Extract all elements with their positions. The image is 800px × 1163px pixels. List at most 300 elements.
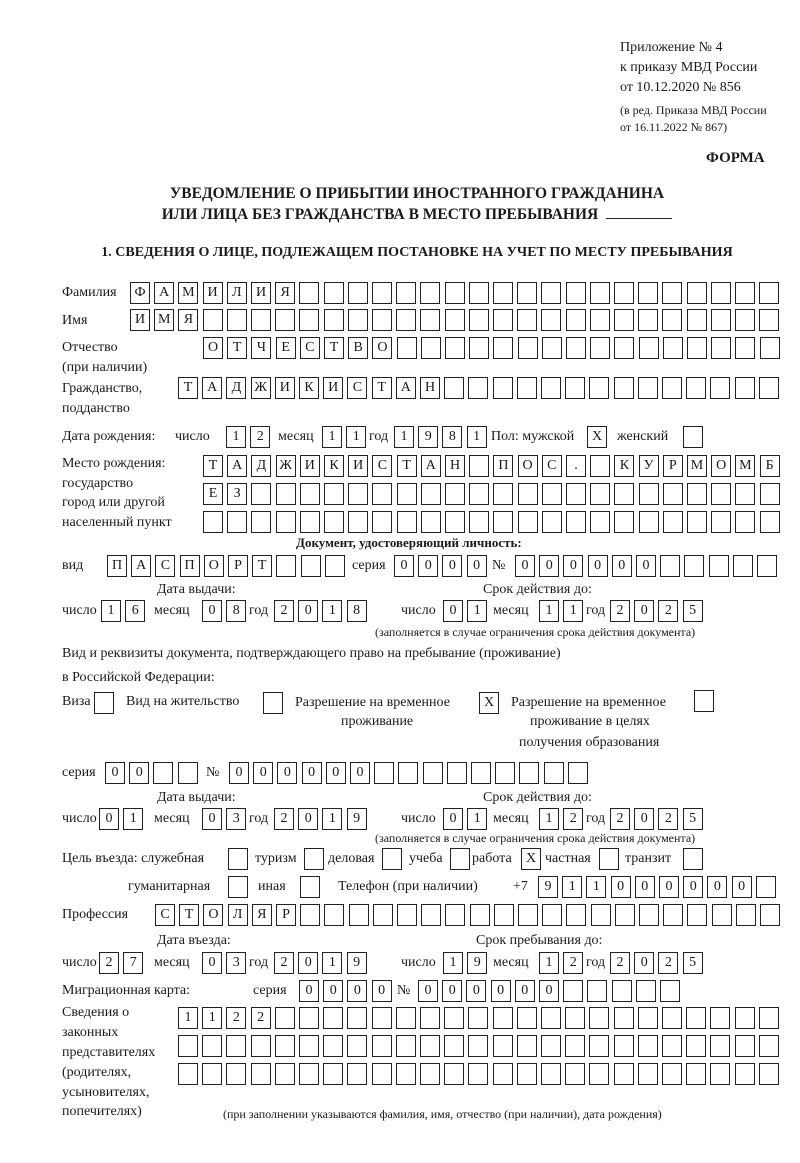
char-box[interactable] — [493, 511, 513, 533]
char-box[interactable] — [251, 1035, 271, 1057]
char-box[interactable] — [517, 377, 537, 399]
char-box[interactable] — [565, 377, 585, 399]
char-box[interactable]: 0 — [491, 980, 511, 1002]
char-box[interactable] — [638, 282, 658, 304]
char-box[interactable]: 0 — [105, 762, 125, 784]
char-box[interactable] — [563, 980, 583, 1002]
char-box[interactable]: 0 — [442, 555, 462, 577]
char-box[interactable] — [712, 904, 732, 926]
char-box[interactable]: 8 — [347, 600, 367, 622]
char-box[interactable] — [736, 904, 756, 926]
char-box[interactable] — [299, 1007, 319, 1029]
char-box[interactable]: Е — [276, 337, 296, 359]
char-box[interactable] — [153, 762, 173, 784]
char-box[interactable]: З — [227, 483, 247, 505]
char-box[interactable] — [614, 337, 634, 359]
char-box[interactable]: 0 — [298, 808, 318, 830]
char-box[interactable]: 9 — [347, 952, 367, 974]
char-box[interactable] — [324, 483, 344, 505]
char-box[interactable] — [710, 1063, 730, 1085]
char-box[interactable]: А — [421, 455, 441, 477]
char-box[interactable] — [710, 377, 730, 399]
char-box[interactable]: 0 — [563, 555, 583, 577]
char-box[interactable]: Н — [445, 455, 465, 477]
char-box[interactable] — [684, 555, 704, 577]
char-box[interactable]: Н — [420, 377, 440, 399]
char-box[interactable]: 1 — [467, 600, 487, 622]
char-box[interactable] — [638, 1035, 658, 1057]
char-box[interactable] — [178, 762, 198, 784]
char-box[interactable] — [590, 455, 610, 477]
char-box[interactable] — [469, 282, 489, 304]
char-box[interactable]: 2 — [250, 426, 270, 448]
char-box[interactable]: 1 — [539, 600, 559, 622]
char-box[interactable] — [638, 1063, 658, 1085]
char-box[interactable]: Т — [179, 904, 199, 926]
char-box[interactable]: 2 — [274, 600, 294, 622]
char-box[interactable]: А — [154, 282, 174, 304]
char-box[interactable]: 0 — [253, 762, 273, 784]
char-box[interactable]: 0 — [298, 600, 318, 622]
char-box[interactable]: Ф — [130, 282, 150, 304]
char-box[interactable] — [372, 511, 392, 533]
char-box[interactable]: И — [348, 455, 368, 477]
char-box[interactable]: 2 — [658, 808, 678, 830]
char-box[interactable] — [662, 282, 682, 304]
char-box[interactable]: 2 — [658, 952, 678, 974]
char-box[interactable] — [397, 511, 417, 533]
char-box[interactable] — [687, 309, 707, 331]
char-box[interactable]: П — [493, 455, 513, 477]
char-box[interactable] — [759, 309, 779, 331]
char-box[interactable] — [542, 483, 562, 505]
char-box[interactable] — [614, 1007, 634, 1029]
char-box[interactable] — [468, 377, 488, 399]
char-box[interactable]: 0 — [634, 600, 654, 622]
char-box[interactable]: 1 — [322, 808, 342, 830]
char-box[interactable]: О — [204, 555, 224, 577]
char-box[interactable] — [420, 282, 440, 304]
char-box[interactable] — [760, 511, 780, 533]
char-box[interactable] — [372, 1063, 392, 1085]
char-box[interactable]: Е — [203, 483, 223, 505]
char-box[interactable] — [687, 483, 707, 505]
char-box[interactable] — [347, 1063, 367, 1085]
char-box[interactable] — [324, 282, 344, 304]
char-box[interactable]: 0 — [443, 808, 463, 830]
char-box[interactable] — [423, 762, 443, 784]
char-box[interactable]: 3 — [226, 952, 246, 974]
char-box[interactable] — [300, 904, 320, 926]
char-box[interactable]: 0 — [443, 600, 463, 622]
char-box[interactable]: X — [479, 692, 499, 714]
char-box[interactable]: X — [521, 848, 541, 870]
char-box[interactable]: 0 — [539, 980, 559, 1002]
char-box[interactable]: 5 — [683, 952, 703, 974]
char-box[interactable]: С — [542, 455, 562, 477]
char-box[interactable]: 1 — [586, 876, 606, 898]
char-box[interactable]: И — [130, 309, 150, 331]
char-box[interactable] — [304, 848, 324, 870]
char-box[interactable] — [469, 455, 489, 477]
char-box[interactable] — [518, 904, 538, 926]
char-box[interactable] — [396, 1007, 416, 1029]
char-box[interactable] — [760, 337, 780, 359]
char-box[interactable] — [382, 848, 402, 870]
char-box[interactable]: 0 — [442, 980, 462, 1002]
char-box[interactable] — [468, 1035, 488, 1057]
char-box[interactable]: 1 — [562, 876, 582, 898]
char-box[interactable] — [614, 309, 634, 331]
char-box[interactable] — [694, 690, 714, 712]
char-box[interactable]: С — [347, 377, 367, 399]
char-box[interactable] — [373, 904, 393, 926]
char-box[interactable] — [566, 483, 586, 505]
char-box[interactable] — [599, 848, 619, 870]
char-box[interactable] — [517, 282, 537, 304]
char-box[interactable] — [565, 1063, 585, 1085]
char-box[interactable]: 1 — [539, 808, 559, 830]
char-box[interactable] — [469, 309, 489, 331]
char-box[interactable]: 1 — [322, 426, 342, 448]
char-box[interactable] — [542, 511, 562, 533]
char-box[interactable] — [396, 1063, 416, 1085]
char-box[interactable] — [518, 337, 538, 359]
char-box[interactable] — [493, 377, 513, 399]
char-box[interactable]: Т — [203, 455, 223, 477]
char-box[interactable] — [372, 1007, 392, 1029]
char-box[interactable] — [202, 1063, 222, 1085]
char-box[interactable] — [760, 483, 780, 505]
char-box[interactable] — [445, 511, 465, 533]
char-box[interactable]: 9 — [418, 426, 438, 448]
char-box[interactable]: В — [348, 337, 368, 359]
char-box[interactable] — [275, 1007, 295, 1029]
char-box[interactable] — [735, 1063, 755, 1085]
char-box[interactable] — [349, 904, 369, 926]
char-box[interactable]: П — [180, 555, 200, 577]
char-box[interactable] — [325, 555, 345, 577]
char-box[interactable] — [683, 848, 703, 870]
char-box[interactable]: Р — [276, 904, 296, 926]
char-box[interactable] — [324, 904, 344, 926]
char-box[interactable] — [662, 309, 682, 331]
char-box[interactable]: Т — [324, 337, 344, 359]
char-box[interactable]: . — [566, 455, 586, 477]
char-box[interactable] — [590, 483, 610, 505]
char-box[interactable]: 2 — [563, 952, 583, 974]
char-box[interactable] — [420, 1063, 440, 1085]
char-box[interactable] — [251, 1063, 271, 1085]
char-box[interactable] — [541, 309, 561, 331]
char-box[interactable] — [495, 762, 515, 784]
char-box[interactable] — [662, 1035, 682, 1057]
char-box[interactable]: 5 — [683, 808, 703, 830]
char-box[interactable] — [447, 762, 467, 784]
char-box[interactable]: 1 — [101, 600, 121, 622]
char-box[interactable] — [662, 1007, 682, 1029]
char-box[interactable]: 0 — [99, 808, 119, 830]
char-box[interactable] — [445, 309, 465, 331]
char-box[interactable]: 0 — [635, 876, 655, 898]
char-box[interactable] — [493, 1035, 513, 1057]
char-box[interactable]: 0 — [394, 555, 414, 577]
char-box[interactable]: 0 — [299, 980, 319, 1002]
char-box[interactable] — [517, 1007, 537, 1029]
char-box[interactable] — [589, 1063, 609, 1085]
char-box[interactable]: 1 — [322, 952, 342, 974]
char-box[interactable] — [372, 1035, 392, 1057]
char-box[interactable] — [493, 282, 513, 304]
char-box[interactable] — [493, 483, 513, 505]
char-box[interactable] — [228, 848, 248, 870]
char-box[interactable] — [445, 904, 465, 926]
char-box[interactable] — [421, 511, 441, 533]
char-box[interactable] — [760, 904, 780, 926]
char-box[interactable] — [541, 1035, 561, 1057]
char-box[interactable]: И — [251, 282, 271, 304]
char-box[interactable] — [614, 377, 634, 399]
char-box[interactable] — [518, 511, 538, 533]
char-box[interactable] — [663, 337, 683, 359]
char-box[interactable] — [396, 309, 416, 331]
char-box[interactable]: С — [155, 904, 175, 926]
char-box[interactable] — [348, 282, 368, 304]
char-box[interactable]: И — [275, 377, 295, 399]
char-box[interactable] — [228, 876, 248, 898]
char-box[interactable]: 0 — [659, 876, 679, 898]
char-box[interactable] — [686, 1063, 706, 1085]
char-box[interactable]: Т — [397, 455, 417, 477]
place-of-stay-blank[interactable] — [606, 206, 672, 219]
char-box[interactable] — [638, 1007, 658, 1029]
char-box[interactable] — [372, 309, 392, 331]
char-box[interactable]: 0 — [418, 555, 438, 577]
char-box[interactable]: О — [203, 337, 223, 359]
char-box[interactable] — [566, 904, 586, 926]
char-box[interactable] — [202, 1035, 222, 1057]
char-box[interactable]: С — [300, 337, 320, 359]
char-box[interactable] — [470, 904, 490, 926]
char-box[interactable] — [347, 1035, 367, 1057]
char-box[interactable]: И — [323, 377, 343, 399]
char-box[interactable] — [566, 309, 586, 331]
char-box[interactable] — [612, 980, 632, 1002]
char-box[interactable]: 0 — [634, 952, 654, 974]
char-box[interactable]: А — [396, 377, 416, 399]
char-box[interactable]: 0 — [202, 808, 222, 830]
char-box[interactable]: 1 — [467, 808, 487, 830]
char-box[interactable] — [444, 1007, 464, 1029]
char-box[interactable] — [323, 1063, 343, 1085]
char-box[interactable]: 2 — [610, 952, 630, 974]
char-box[interactable] — [710, 1007, 730, 1029]
char-box[interactable]: 9 — [467, 952, 487, 974]
char-box[interactable]: 9 — [538, 876, 558, 898]
char-box[interactable] — [203, 511, 223, 533]
char-box[interactable] — [421, 904, 441, 926]
char-box[interactable] — [735, 377, 755, 399]
char-box[interactable] — [348, 483, 368, 505]
char-box[interactable]: 1 — [123, 808, 143, 830]
char-box[interactable] — [566, 511, 586, 533]
char-box[interactable] — [663, 511, 683, 533]
char-box[interactable]: 0 — [588, 555, 608, 577]
char-box[interactable]: 2 — [99, 952, 119, 974]
char-box[interactable] — [226, 1035, 246, 1057]
char-box[interactable] — [638, 377, 658, 399]
char-box[interactable] — [276, 555, 296, 577]
char-box[interactable]: И — [203, 282, 223, 304]
char-box[interactable] — [468, 1063, 488, 1085]
char-box[interactable]: 0 — [683, 876, 703, 898]
char-box[interactable] — [178, 1035, 198, 1057]
char-box[interactable] — [276, 511, 296, 533]
char-box[interactable] — [398, 762, 418, 784]
char-box[interactable]: 1 — [226, 426, 246, 448]
char-box[interactable] — [660, 980, 680, 1002]
char-box[interactable] — [226, 1063, 246, 1085]
char-box[interactable] — [544, 762, 564, 784]
char-box[interactable] — [276, 483, 296, 505]
char-box[interactable] — [589, 1007, 609, 1029]
char-box[interactable] — [663, 904, 683, 926]
char-box[interactable]: 0 — [202, 952, 222, 974]
char-box[interactable] — [759, 377, 779, 399]
char-box[interactable]: 0 — [323, 980, 343, 1002]
char-box[interactable]: Ч — [251, 337, 271, 359]
char-box[interactable] — [735, 1035, 755, 1057]
char-box[interactable]: 0 — [467, 555, 487, 577]
char-box[interactable] — [711, 337, 731, 359]
char-box[interactable]: 0 — [129, 762, 149, 784]
char-box[interactable]: 0 — [515, 980, 535, 1002]
char-box[interactable] — [541, 1063, 561, 1085]
char-box[interactable] — [615, 904, 635, 926]
char-box[interactable] — [662, 377, 682, 399]
char-box[interactable]: 0 — [350, 762, 370, 784]
char-box[interactable]: Я — [178, 309, 198, 331]
char-box[interactable] — [541, 377, 561, 399]
char-box[interactable] — [638, 309, 658, 331]
char-box[interactable] — [711, 483, 731, 505]
char-box[interactable] — [735, 483, 755, 505]
char-box[interactable] — [687, 337, 707, 359]
char-box[interactable] — [568, 762, 588, 784]
char-box[interactable] — [445, 483, 465, 505]
char-box[interactable]: Р — [663, 455, 683, 477]
char-box[interactable]: 1 — [346, 426, 366, 448]
char-box[interactable]: 7 — [123, 952, 143, 974]
char-box[interactable]: 0 — [372, 980, 392, 1002]
char-box[interactable]: О — [203, 904, 223, 926]
char-box[interactable]: О — [372, 337, 392, 359]
char-box[interactable]: Т — [252, 555, 272, 577]
char-box[interactable] — [759, 282, 779, 304]
char-box[interactable]: Л — [227, 282, 247, 304]
char-box[interactable] — [542, 337, 562, 359]
char-box[interactable]: 2 — [274, 952, 294, 974]
char-box[interactable]: Р — [228, 555, 248, 577]
char-box[interactable] — [759, 1063, 779, 1085]
char-box[interactable] — [590, 511, 610, 533]
char-box[interactable] — [469, 483, 489, 505]
char-box[interactable] — [660, 555, 680, 577]
char-box[interactable] — [541, 282, 561, 304]
char-box[interactable] — [396, 282, 416, 304]
char-box[interactable]: Т — [178, 377, 198, 399]
char-box[interactable] — [300, 483, 320, 505]
char-box[interactable] — [565, 1007, 585, 1029]
char-box[interactable] — [639, 483, 659, 505]
char-box[interactable] — [756, 876, 776, 898]
char-box[interactable]: 8 — [442, 426, 462, 448]
char-box[interactable] — [614, 483, 634, 505]
char-box[interactable]: 9 — [347, 808, 367, 830]
char-box[interactable] — [662, 1063, 682, 1085]
char-box[interactable] — [759, 1035, 779, 1057]
char-box[interactable] — [686, 1035, 706, 1057]
char-box[interactable] — [397, 904, 417, 926]
char-box[interactable] — [541, 1007, 561, 1029]
char-box[interactable] — [639, 904, 659, 926]
char-box[interactable] — [299, 1063, 319, 1085]
char-box[interactable]: 0 — [202, 600, 222, 622]
char-box[interactable] — [663, 483, 683, 505]
char-box[interactable] — [251, 309, 271, 331]
char-box[interactable] — [709, 555, 729, 577]
char-box[interactable] — [471, 762, 491, 784]
char-box[interactable]: К — [299, 377, 319, 399]
char-box[interactable] — [735, 337, 755, 359]
char-box[interactable] — [445, 337, 465, 359]
char-box[interactable] — [444, 377, 464, 399]
char-box[interactable]: 6 — [125, 600, 145, 622]
char-box[interactable] — [301, 555, 321, 577]
char-box[interactable]: 0 — [326, 762, 346, 784]
char-box[interactable]: С — [155, 555, 175, 577]
char-box[interactable]: 1 — [443, 952, 463, 974]
char-box[interactable] — [469, 337, 489, 359]
char-box[interactable]: Д — [251, 455, 271, 477]
char-box[interactable] — [323, 1007, 343, 1029]
char-box[interactable]: 2 — [658, 600, 678, 622]
char-box[interactable] — [227, 511, 247, 533]
char-box[interactable] — [686, 377, 706, 399]
char-box[interactable]: 0 — [298, 952, 318, 974]
char-box[interactable] — [469, 511, 489, 533]
char-box[interactable] — [397, 337, 417, 359]
char-box[interactable] — [300, 511, 320, 533]
char-box[interactable] — [683, 426, 703, 448]
char-box[interactable] — [566, 337, 586, 359]
char-box[interactable]: М — [735, 455, 755, 477]
char-box[interactable] — [94, 692, 114, 714]
char-box[interactable] — [735, 309, 755, 331]
char-box[interactable] — [444, 1035, 464, 1057]
char-box[interactable]: 0 — [707, 876, 727, 898]
char-box[interactable] — [275, 1035, 295, 1057]
char-box[interactable] — [445, 282, 465, 304]
char-box[interactable]: 1 — [322, 600, 342, 622]
char-box[interactable] — [493, 1007, 513, 1029]
char-box[interactable]: О — [518, 455, 538, 477]
char-box[interactable]: 3 — [226, 808, 246, 830]
char-box[interactable] — [251, 511, 271, 533]
char-box[interactable] — [735, 282, 755, 304]
char-box[interactable] — [614, 1035, 634, 1057]
char-box[interactable]: А — [131, 555, 151, 577]
